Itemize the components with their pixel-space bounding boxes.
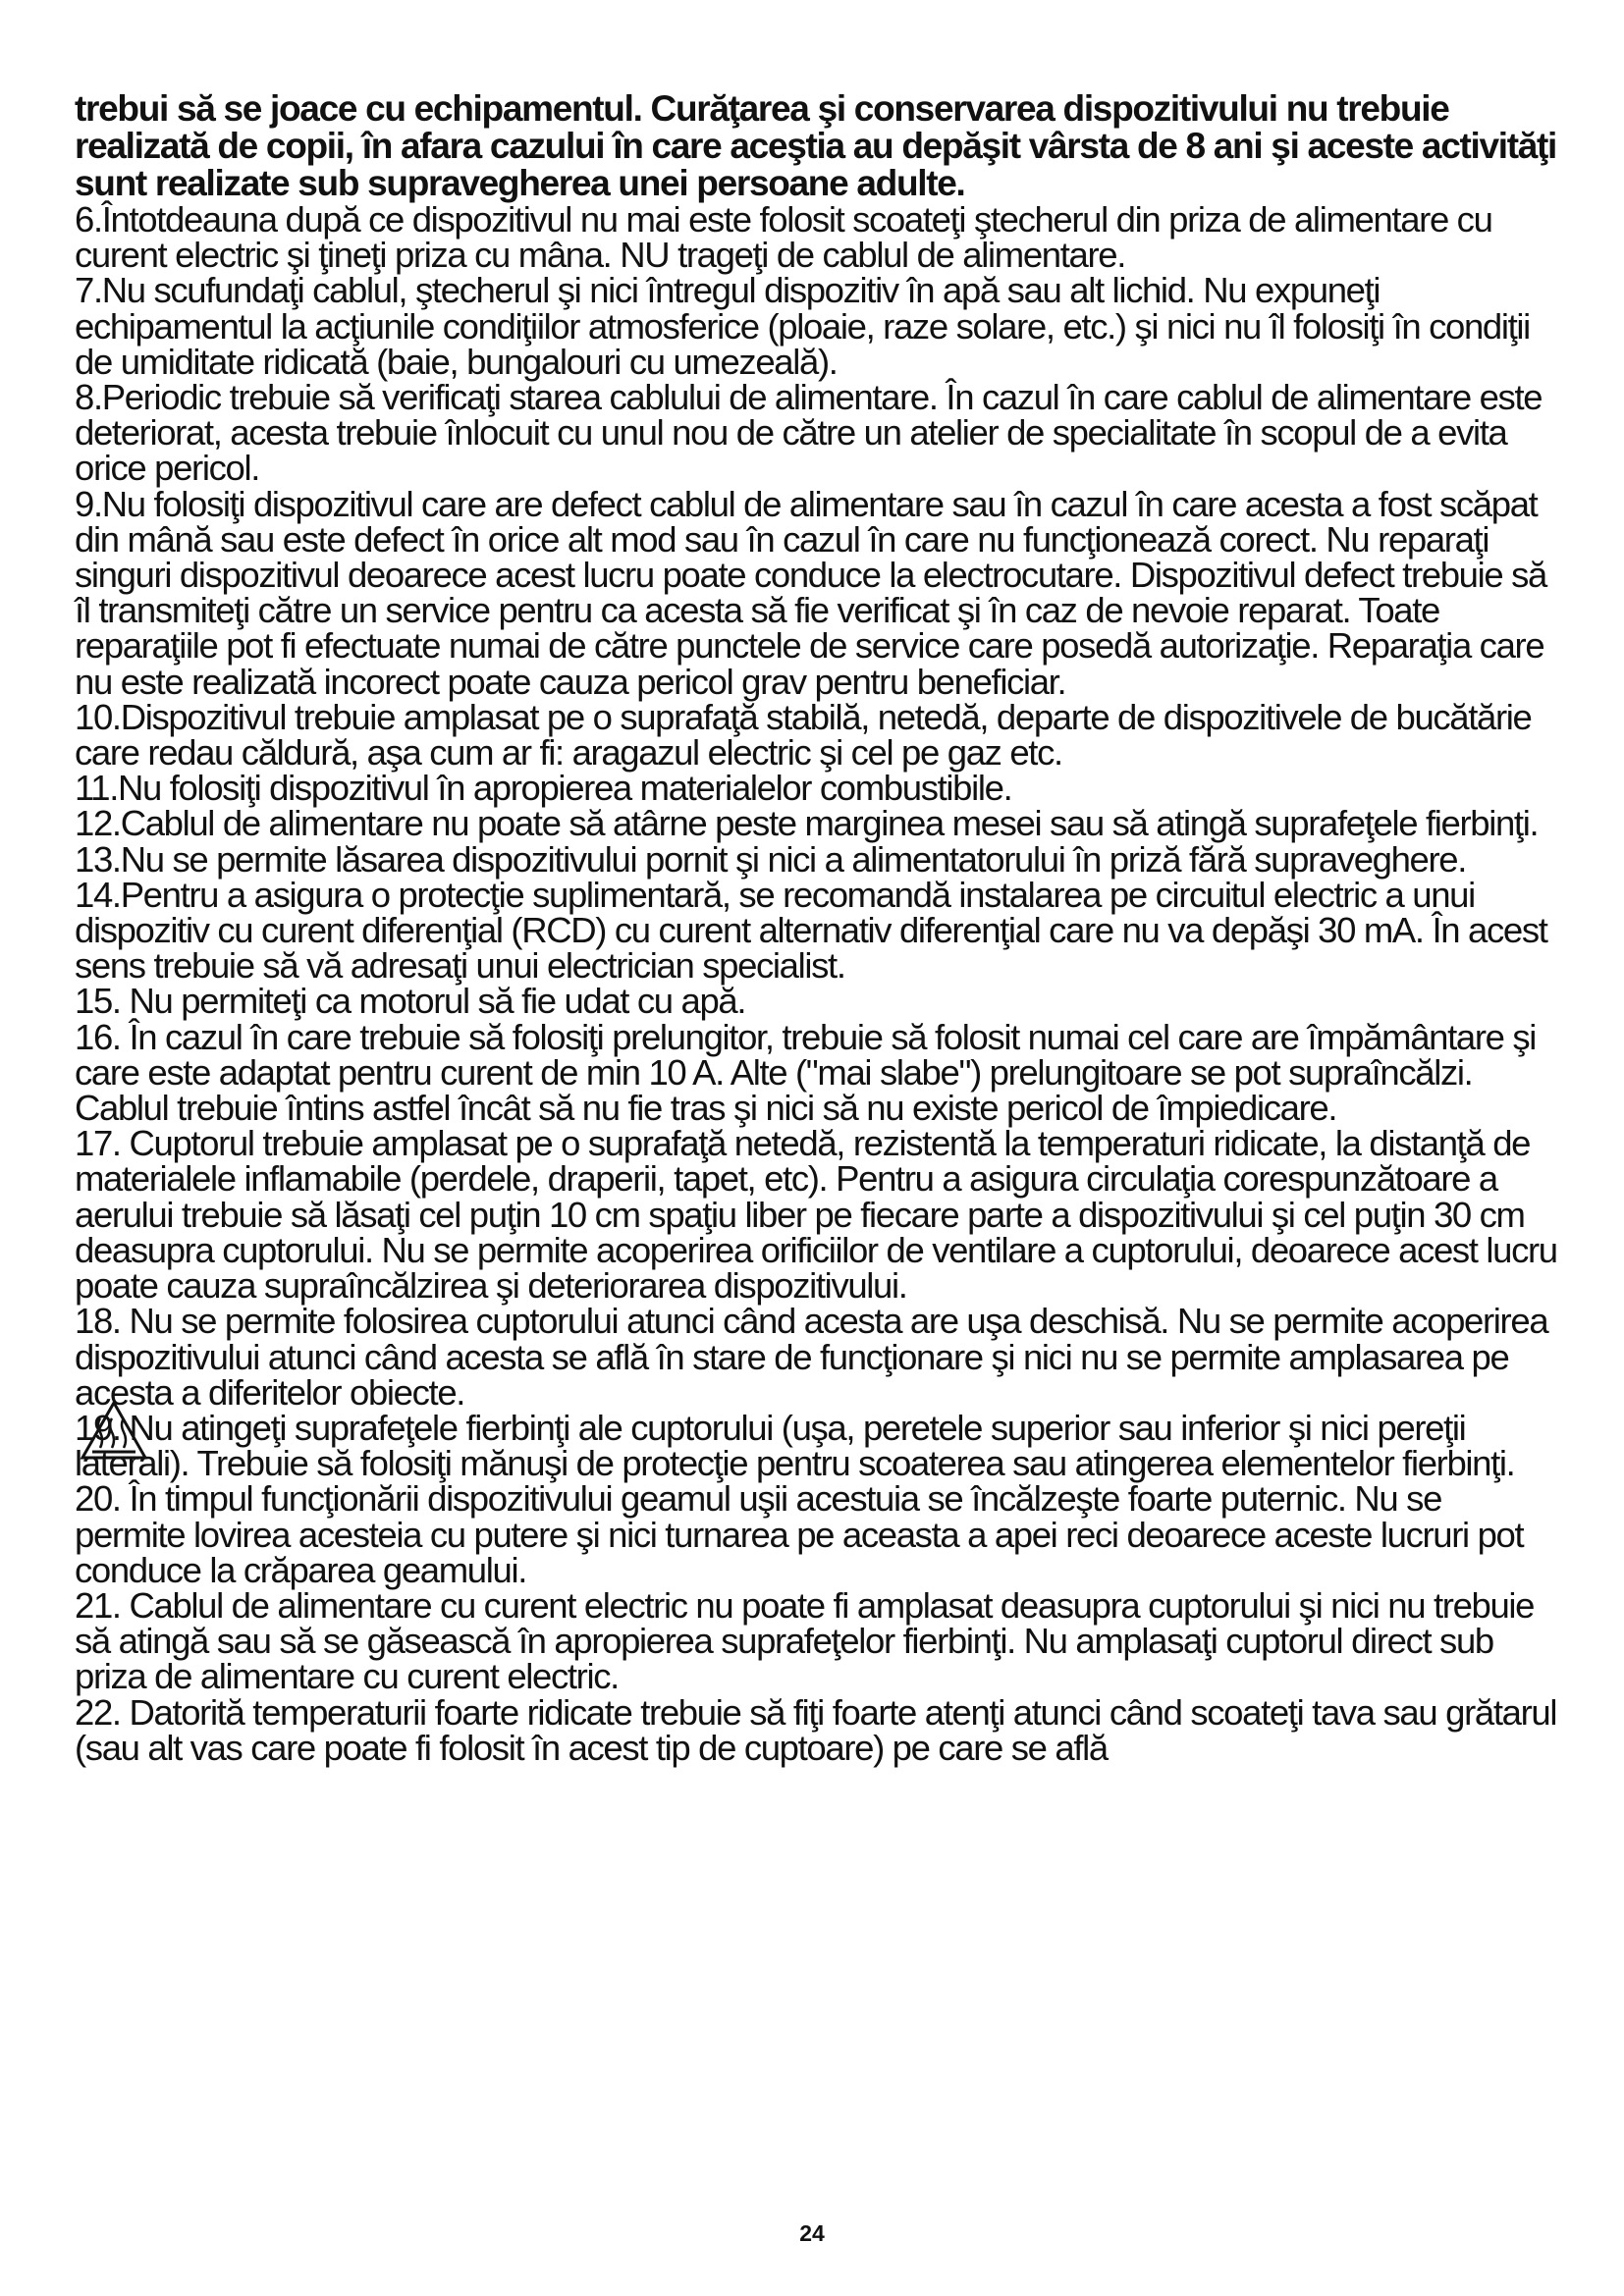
safety-item-18: 18. Nu se permite folosirea cuptorului atunci când acesta are uşa deschisă. Nu se permite acoperirea dispozitivului atunci când acesta se află în stare de funcţionare şi nici nu se permite amplasarea pe acesta a diferitelor obiecte.: [75, 1301, 1548, 1413]
safety-item-6: 6.Întotdeauna după ce dispozitivul nu mai este folosit scoateţi ştecherul din priza de alimentare cu curent electric şi ţineţi priza cu mâna. NU trageţi de cablul de alimentare.: [75, 199, 1492, 276]
safety-item-17: 17. Cuptorul trebuie amplasat pe o suprafaţă netedă, rezistentă la temperaturi ridicate, la distanţă de materialele inflamabile (perdele, draperii, tapet, etc). Pentru a asigura circulaţia corespunzătoare a aerului trebuie să lăsaţi cel puţin 10 cm spaţiu liber pe fiecare parte a dispozitivului şi cel puţin 30 cm deasupra cuptorului. Nu se permite acoperirea orificiilor de ventilare a cuptorului, deoarece acest lucru poate cauza supraîncălzirea şi deteriorarea dispozitivului.: [75, 1123, 1557, 1307]
safety-item-15: 15. Nu permiteţi ca motorul să fie udat cu apă.: [75, 981, 746, 1022]
safety-item-16: 16. În cazul în care trebuie să folosiţi prelungitor, trebuie să folosit numai cel care are împământare şi care este adaptat pentru curent de min 10 A. Alte ("mai slabe") prelungitoare se pot supraîncălzi. Cablul trebuie întins astfel încât să nu fie tras şi nici să nu existe pericol de împiedicare.: [75, 1016, 1537, 1129]
safety-item-22: 22. Datorită temperaturii foarte ridicate trebuie să fiţi foarte atenţi atunci când scoateţi tava sau grătarul (sau alt vas care poate fi folosit în acest tip de cuptoare) pe care se află: [75, 1691, 1557, 1768]
safety-item-12: 12.Cablul de alimentare nu poate să atârne peste marginea mesei sau să atingă suprafeţele fierbinţi.: [75, 803, 1539, 844]
page-number: 24: [799, 2220, 825, 2246]
manual-page-body: [75, 90, 1557, 1766]
safety-item-10: 10.Dispozitivul trebuie amplasat pe o suprafaţă stabilă, netedă, departe de dispozitivele de bucătărie care redau căldură, aşa cum ar fi: aragazul electric şi cel pe gaz etc.: [75, 696, 1532, 774]
safety-item-11: 11.Nu folosiţi dispozitivul în apropierea materialelor combustibile.: [75, 768, 1012, 809]
safety-item-7: 7.Nu scufundaţi cablul, ştecherul şi nici întregul dispozitiv în apă sau alt lichid. Nu expuneţi echipamentul la acţiunile condiţiilor atmosferice (ploaie, raze solare, etc.) şi nici nu îl folosiţi în condiţii de umiditate ridicată (baie, bungalouri cu umezeală).: [75, 270, 1530, 382]
safety-item-21: 21. Cablul de alimentare cu curent electric nu poate fi amplasat deasupra cuptorului şi nici nu trebuie să atingă sau să se găsească în apropierea suprafeţelor fierbinţi. Nu amplasaţi cuptorul direct sub priza de alimentare cu curent electric.: [75, 1584, 1535, 1697]
safety-item-20: 20. În timpul funcţionării dispozitivului geamul uşii acestuia se încălzeşte foarte puternic. Nu se permite lovirea acesteia cu putere şi nici turnarea pe aceasta a apei reci deoarece aceste lucruri pot conduce la crăparea geamului.: [75, 1478, 1524, 1590]
intro-bold-paragraph: trebui să se joace cu echipamentul. Curăţarea şi conservarea dispozitivului nu trebuie realizată de copii, în afara cazului în care aceştia au depăşit vârsta de 8 ani şi aceste activităţi sunt realizate sub supravegherea unei persoane adulte.: [75, 88, 1557, 203]
safety-item-8: 8.Periodic trebuie să verificaţi starea cablului de alimentare. În cazul în care cablul de alimentare este deteriorat, acesta trebuie înlocuit cu unul nou de către un atelier de specialitate în scopul de a evita orice pericol.: [75, 377, 1543, 489]
safety-item-9: 9.Nu folosiţi dispozitivul care are defect cablul de alimentare sau în cazul în care acesta a fost scăpat din mână sau este defect în orice alt mod sau în cazul în care nu funcţionează corect. Nu reparaţi singuri dispozitivul deoarece acest lucru poate conduce la electrocutare. Dispozitivul defect trebuie să îl transmiteţi către un service pentru ca acesta să fie verificat şi în caz de nevoie reparat. Toate reparaţiile pot fi efectuate numai de către punctele de service care posedă autorizaţie. Reparaţia care nu este realizată incorect poate cauza pericol grav pentru beneficiar.: [75, 483, 1546, 702]
safety-item-14: 14.Pentru a asigura o protecţie suplimentară, se recomandă instalarea pe circuitul electric a unui dispozitiv cu curent diferenţial (RCD) cu curent alternativ diferenţial care nu va depăşi 30 mA. În acest sens trebuie să vă adresaţi unui electrician specialist.: [75, 874, 1547, 987]
safety-item-19-text: 19. Nu atingeţi suprafeţele fierbinţi ale cuptorului (uşa, peretele superior sau inferior şi nici pereţii laterali). Trebuie să folosiţi mănuşi de protecţie pentru scoaterea sau atingerea elementelor fierbinţi.: [75, 1407, 1515, 1484]
safety-item-13: 13.Nu se permite lăsarea dispozitivului pornit şi nici a alimentatorului în priză fără supraveghere.: [75, 838, 1467, 880]
safety-item-19: [75, 1407, 1557, 1484]
hot-surface-warning-icon: [79, 1399, 149, 1462]
